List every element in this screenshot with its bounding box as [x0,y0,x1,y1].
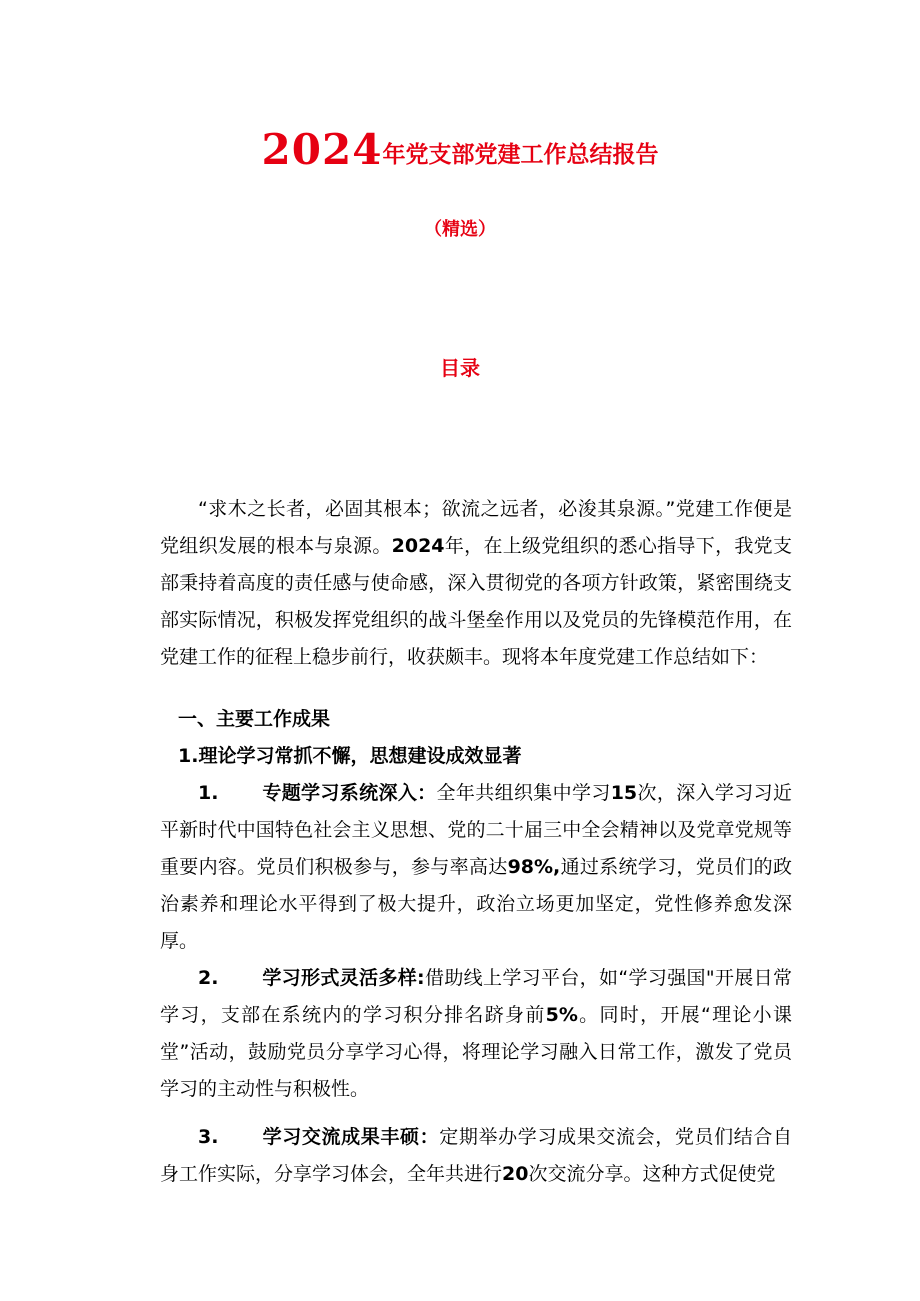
item-number: 1. [198,782,219,804]
document-body [160,491,792,1193]
item-text: 定期举办学习成果交流会，党员们结合自身工作实际，分享学习体会，全年共进行 [160,1126,792,1185]
item-text: 次，深入学习习近平新时代中国特色社会主义思想、党的二十届三中全会精神以及党章党规等重要内容。党员们积极参与，参与率高达 [160,782,792,878]
item-keyword: 学习形式灵活多样: [262,967,425,989]
list-item [160,960,792,1108]
intro-year: 2024 [391,535,445,557]
item-number-value: 20 [502,1163,529,1185]
item-number-value: 15 [610,782,638,804]
subsection-heading: 1.理论学习常抓不懈，思想建设成效显著 [178,745,522,767]
item-text: 借助线上学习平台，如“学习强国"开展日常学习，支部在系统内的学习积分排名跻身前 [160,967,792,1026]
item-text: 次交流分享。这种方式促使党 [528,1163,776,1185]
section-heading: 一、主要工作成果 [178,708,331,730]
list-item [160,775,792,960]
item-number: 2. [198,967,219,989]
item-keyword: 学习交流成果丰硕： [262,1126,440,1148]
subtitle: （精选） [424,219,496,240]
item-number-value: 98%, [507,856,561,878]
intro-text-2: 年，在上级党组织的悉心指导下，我党支部秉持着高度的责任感与使命感，深入贯彻党的各项方针政策，紧密围绕支部实际情况，积极发挥党组织的战斗堡垒作用以及党员的先锋模范作用，在党建工作的征程上稳步前行，收获颇丰。现将本年度党建工作总结如下： [160,535,792,668]
item-text: 全年共组织集中学习 [436,782,611,804]
document-title [0,126,920,179]
item-keyword: 专题学习系统深入： [262,782,437,804]
toc-heading: 目录 [440,356,480,380]
title-text: 年党支部党建工作总结报告 [382,142,659,168]
intro-text-1: “求木之长者，必固其根本；欲流之远者，必浚其泉源。”党建工作便是党组织发展的根本与泉源。 [160,498,792,557]
intro-paragraph [160,491,792,676]
title-year: 2024 [261,125,383,174]
item-text: 通过系统学习，党员们的政治素养和理论水平得到了极大提升，政治立场更加坚定，党性修养愈发深厚。 [160,856,792,952]
item-number-value: 5% [545,1004,578,1026]
list-item [160,1119,792,1193]
item-number: 3. [198,1126,219,1148]
item-text: 。同时，开展“理论小课堂”活动，鼓励党员分享学习心得，将理论学习融入日常工作，激发了党员学习的主动性与积极性。 [160,1004,792,1100]
